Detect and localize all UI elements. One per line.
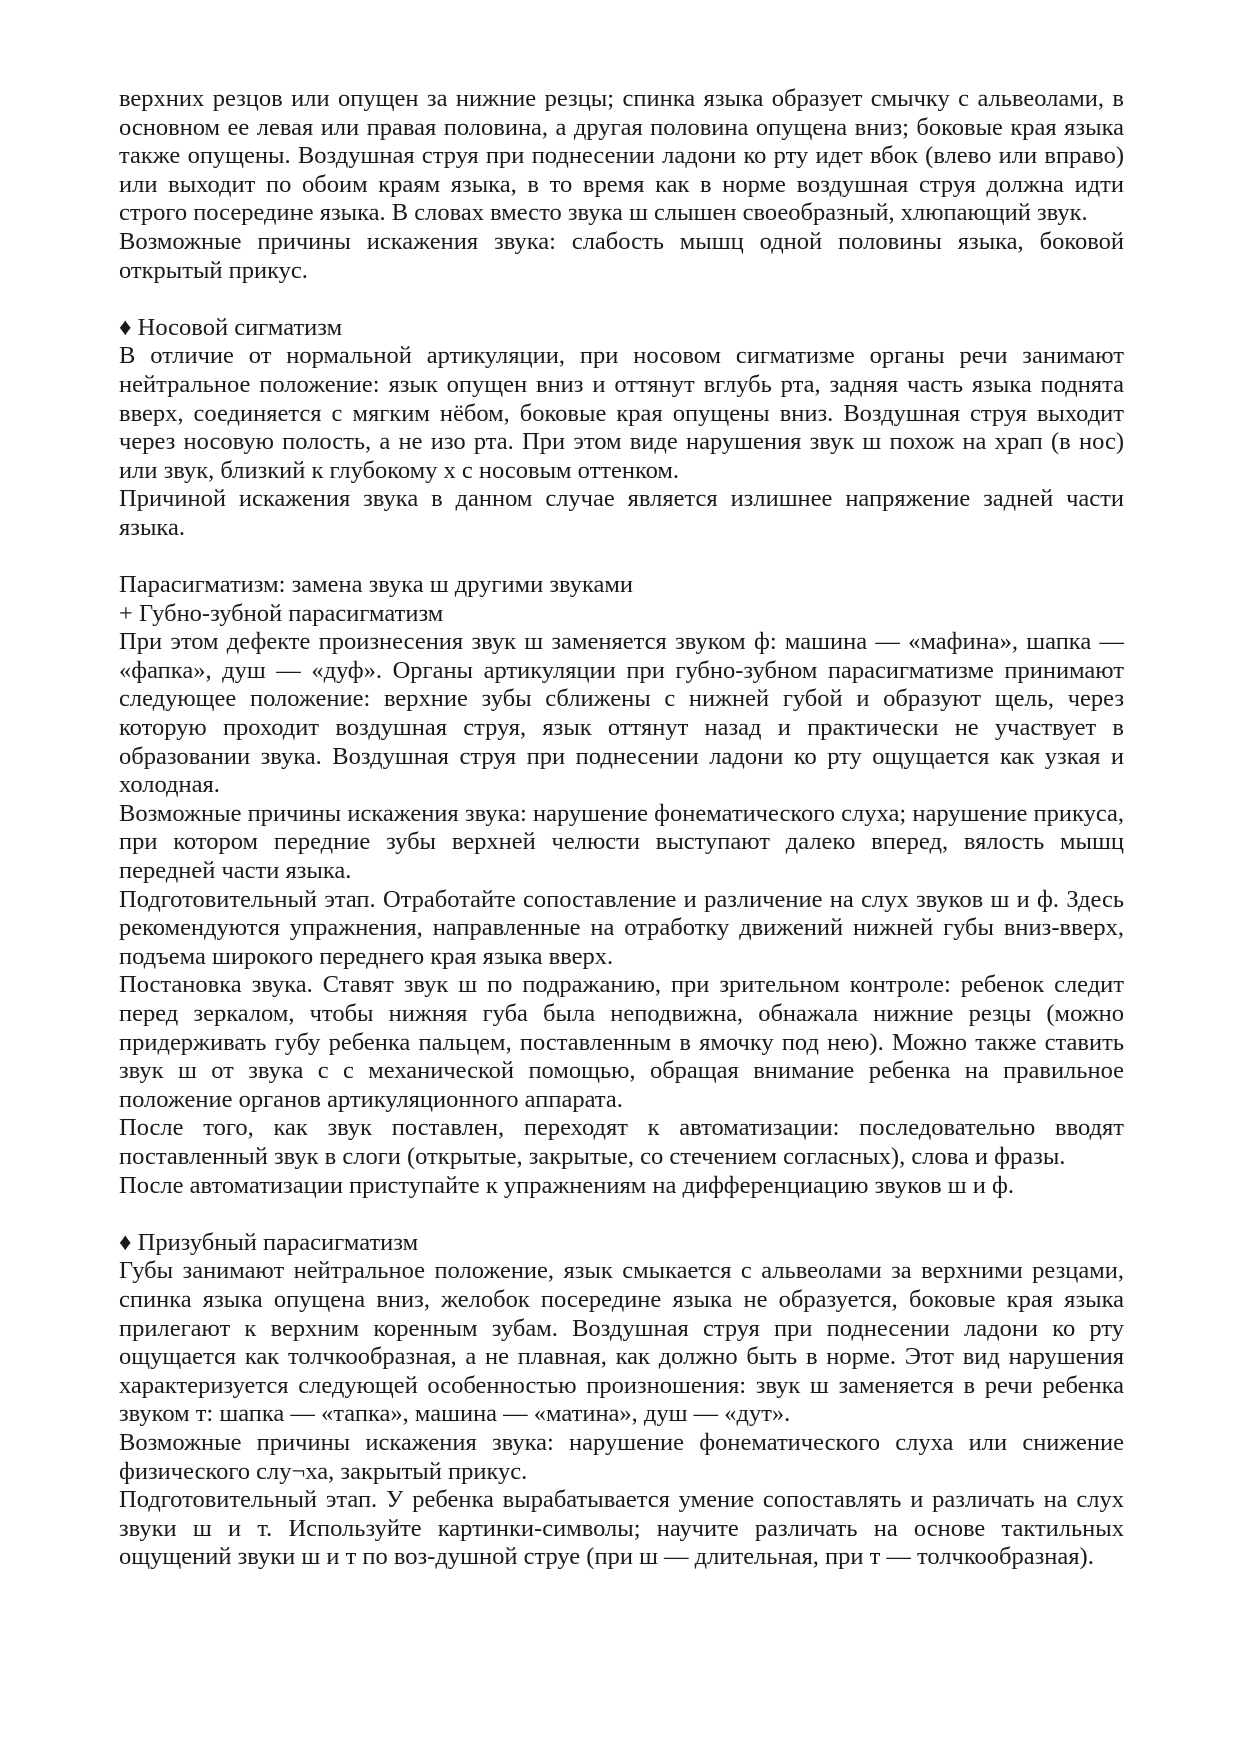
paragraph-dental-description: Губы занимают нейтральное положение, язык смыкается с альвеолами за верхними резцами, спинка языка опущена вниз, желобок посередине языка не образуется, боковые края языка прилегают к верхним коренным зубам. Воздушная струя при поднесении ладони ко рту ощущается как толчкообразная, а не плавная, как должно быть в норме. Этот вид нарушения характеризуется следующей особенностью произношения: звук ш заменяется в речи ребенка звуком т: шапка — «тапка», машина — «матина», душ — «дут». (119, 1257, 1124, 1428)
paragraph-lateral-causes: Возможные причины искажения звука: слабость мышц одной половины языка, боковой открытый прикус. (119, 227, 1124, 284)
paragraph-labiodental-description: При этом дефекте произнесения звук ш заменяется звуком ф: машина — «мафина», шапка — «фапка», душ — «дуф». Органы артикуляции при губно-зубном парасигматизме принимают следующее положение: верхние зубы сближены с нижней губой и образуют щель, через которую проходит воздушная струя, язык оттянут назад и практически не участвует в образовании звука. Воздушная струя при поднесении ладони ко рту ощущается как узкая и холодная. (119, 628, 1124, 799)
blank-line (119, 285, 1124, 314)
blank-line (119, 1200, 1124, 1229)
heading-dental-parasigmatism: ♦ Призубный парасигматизм (119, 1228, 419, 1256)
paragraph-labiodental-setting: Постановка звука. Ставят звук ш по подражанию, при зрительном контроле: ребенок следит перед зеркалом, чтобы нижняя губа была неподвижна, обнажала нижние резцы (можно придерживать губу ребенка пальцем, поставленным в ямочку под нею). Можно также ставить звук ш от звука с с механической помощью, обращая внимание ребенка на правильное положение органов артикуляционного аппарата. (119, 971, 1124, 1113)
heading-parasigmatism: Парасигматизм: замена звука ш другими звуками (119, 571, 634, 599)
paragraph-labiodental-differentiation: После автоматизации приступайте к упражнениям на дифференциацию звуков ш и ф. (119, 1171, 1015, 1199)
paragraph-dental-preparation: Подготовительный этап. У ребенка вырабатывается умение сопоставлять и различать на слух звуки ш и т. Используйте картинки-символы; научите различать на основе тактильных ощущений звуки ш и т по воз-душной струе (при ш — длительная, при т — толчкообразная). (119, 1486, 1124, 1571)
heading-labiodental-parasigmatism: + Губно-зубной парасигматизм (119, 599, 444, 627)
paragraph-lateral-description: верхних резцов или опущен за нижние резцы; спинка языка образует смычку с альвеолами, в основном ее левая или правая половина, а другая половина опущена вниз; боковые края языка также опущены. Воздушная струя при поднесении ладони ко рту идет вбок (влево или вправо) или выходит по обоим краям языка, в то время как в норме воздушная струя должна идти строго посередине языка. В словах вместо звука ш слышен своеобразный, хлюпающий звук. (119, 85, 1124, 227)
paragraph-labiodental-causes: Возможные причины искажения звука: нарушение фонематического слуха; нарушение прикуса, при котором передние зубы верхней челюсти выступают далеко вперед, вялость мышц передней части языка. (119, 799, 1124, 885)
document-page (119, 85, 1124, 1572)
paragraph-nasal-description: В отличие от нормальной артикуляции, при носовом сигматизме органы речи занимают нейтральное положение: язык опущен вниз и оттянут вглубь рта, задняя часть языка поднята вверх, соединяется с мягким нёбом, боковые края опущены вниз. Воздушная струя выходит через носовую полость, а не изо рта. При этом виде нарушения звук ш похож на храп (в нос) или звук, близкий к глубокому х с носовым оттенком. (119, 342, 1124, 484)
paragraph-nasal-causes: Причиной искажения звука в данном случае является излишнее напряжение задней части языка. (119, 485, 1124, 541)
blank-line (119, 543, 1124, 572)
paragraph-labiodental-preparation: Подготовительный этап. Отработайте сопоставление и различение на слух звуков ш и ф. Здесь рекомендуются упражнения, направленные на отработку движений нижней губы вниз-вверх, подъема широкого переднего края языка вверх. (119, 885, 1124, 970)
paragraph-labiodental-automation: После того, как звук поставлен, переходят к автоматизации: последовательно вводят поставленный звук в слоги (открытые, закрытые, со стечением согласных), слова и фразы. (119, 1114, 1124, 1170)
heading-nasal-sigmatism: ♦ Носовой сигматизм (119, 313, 343, 341)
paragraph-dental-causes: Возможные причины искажения звука: нарушение фонематического слуха или снижение физического слу¬ха, закрытый прикус. (119, 1428, 1124, 1485)
